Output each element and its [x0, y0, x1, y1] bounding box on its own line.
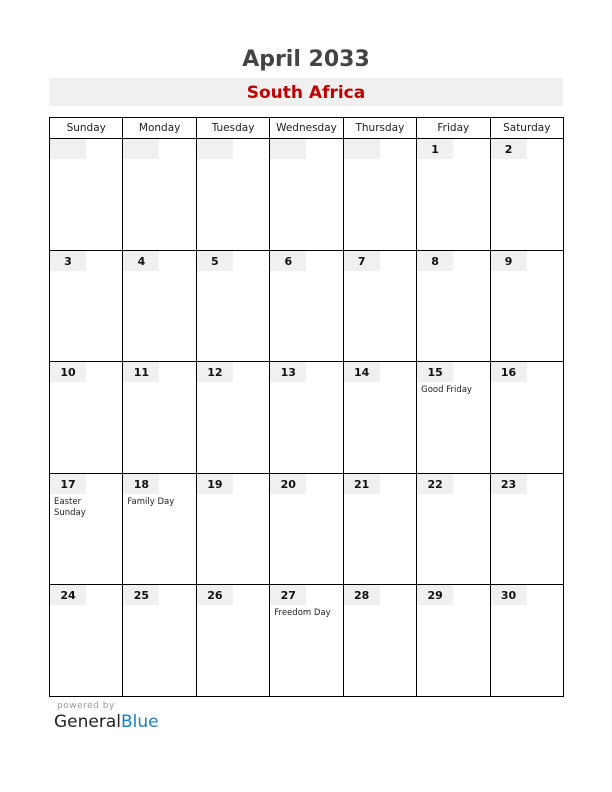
weekday-friday: Friday: [417, 118, 490, 139]
powered-by-label: powered by: [57, 701, 115, 711]
day-number: 20: [270, 474, 306, 494]
day-number: 2: [491, 139, 527, 159]
day-cell[interactable]: [50, 139, 123, 251]
day-cell[interactable]: [123, 585, 196, 697]
holiday-label: Easter Sunday: [54, 496, 86, 518]
day-number: [50, 139, 86, 159]
day-number: 25: [123, 585, 159, 605]
day-cell[interactable]: [343, 473, 416, 585]
weekday-saturday: Saturday: [490, 118, 563, 139]
day-number: 23: [491, 474, 527, 494]
day-cell[interactable]: [270, 250, 343, 362]
week-row: [50, 362, 564, 474]
day-number: 26: [197, 585, 233, 605]
day-number: 17: [50, 474, 86, 494]
day-cell[interactable]: [270, 473, 343, 585]
day-cell[interactable]: [50, 473, 123, 585]
day-cell[interactable]: [123, 250, 196, 362]
weekday-tuesday: Tuesday: [196, 118, 269, 139]
day-number: 9: [491, 251, 527, 271]
day-cell[interactable]: [270, 585, 343, 697]
day-number: 5: [197, 251, 233, 271]
country-banner: South Africa: [49, 78, 563, 106]
day-cell[interactable]: [417, 362, 490, 474]
day-cell[interactable]: [490, 250, 563, 362]
day-cell[interactable]: [490, 585, 563, 697]
day-cell[interactable]: [123, 473, 196, 585]
day-cell[interactable]: [490, 362, 563, 474]
day-number: 28: [344, 585, 380, 605]
day-cell[interactable]: [343, 585, 416, 697]
day-number: 14: [344, 362, 380, 382]
day-cell[interactable]: [417, 139, 490, 251]
day-number: [270, 139, 306, 159]
day-cell[interactable]: [490, 139, 563, 251]
day-cell[interactable]: [270, 362, 343, 474]
day-number: [344, 139, 380, 159]
day-number: 1: [417, 139, 453, 159]
day-cell[interactable]: [50, 362, 123, 474]
weekday-header: [50, 118, 564, 139]
brand-blue: Blue: [121, 712, 159, 732]
day-number: 4: [123, 251, 159, 271]
day-number: [197, 139, 233, 159]
calendar-grid: [49, 117, 564, 697]
day-number: 22: [417, 474, 453, 494]
day-number: 6: [270, 251, 306, 271]
day-number: 11: [123, 362, 159, 382]
day-cell[interactable]: [196, 362, 269, 474]
day-number: 18: [123, 474, 159, 494]
day-cell[interactable]: [196, 473, 269, 585]
day-number: 24: [50, 585, 86, 605]
day-number: 21: [344, 474, 380, 494]
week-row: [50, 585, 564, 697]
day-cell[interactable]: [50, 250, 123, 362]
day-number: [123, 139, 159, 159]
day-number: 15: [417, 362, 453, 382]
day-cell[interactable]: [123, 362, 196, 474]
holiday-label: Freedom Day: [274, 608, 331, 619]
page-title: April 2033: [242, 47, 370, 72]
weekday-monday: Monday: [123, 118, 196, 139]
day-cell[interactable]: [196, 139, 269, 251]
weekday-thursday: Thursday: [343, 118, 416, 139]
day-cell[interactable]: [270, 139, 343, 251]
day-cell[interactable]: [343, 250, 416, 362]
week-row: [50, 473, 564, 585]
day-number: 8: [417, 251, 453, 271]
weekday-sunday: Sunday: [50, 118, 123, 139]
day-cell[interactable]: [196, 250, 269, 362]
day-cell[interactable]: [417, 585, 490, 697]
day-cell[interactable]: [490, 473, 563, 585]
weekday-wednesday: Wednesday: [270, 118, 343, 139]
day-cell[interactable]: [417, 250, 490, 362]
day-number: 30: [491, 585, 527, 605]
day-number: 19: [197, 474, 233, 494]
day-number: 7: [344, 251, 380, 271]
generalblue-logo[interactable]: [54, 712, 159, 732]
day-cell[interactable]: [196, 585, 269, 697]
day-cell[interactable]: [417, 473, 490, 585]
day-number: 10: [50, 362, 86, 382]
day-number: 3: [50, 251, 86, 271]
day-number: 16: [491, 362, 527, 382]
brand-general: General: [54, 712, 121, 732]
day-cell[interactable]: [343, 362, 416, 474]
day-number: 27: [270, 585, 306, 605]
day-number: 13: [270, 362, 306, 382]
day-cell[interactable]: [123, 139, 196, 251]
holiday-label: Family Day: [127, 496, 175, 507]
day-number: 29: [417, 585, 453, 605]
holiday-label: Good Friday: [421, 385, 472, 396]
day-cell[interactable]: [50, 585, 123, 697]
day-number: 12: [197, 362, 233, 382]
week-row: [50, 250, 564, 362]
week-row: [50, 139, 564, 251]
day-cell[interactable]: [343, 139, 416, 251]
